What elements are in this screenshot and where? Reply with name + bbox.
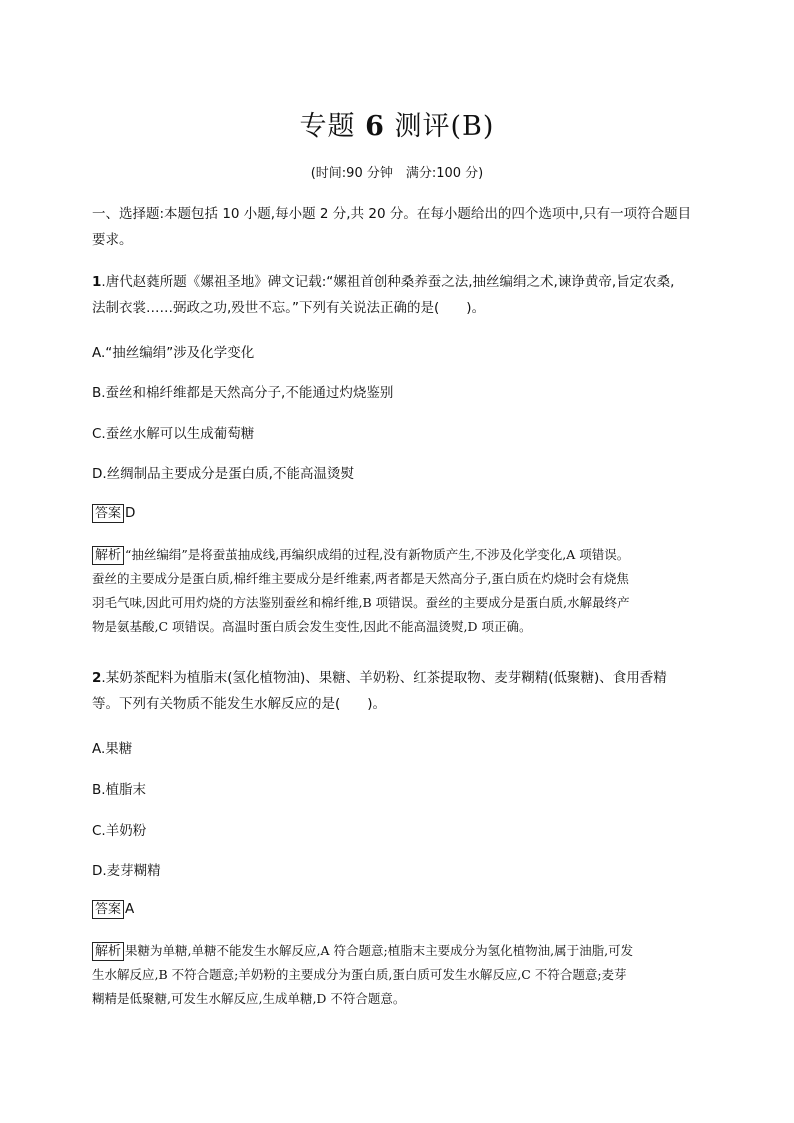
question-1-stem-line1: .唐代赵蕤所题《嫘祖圣地》碑文记载:“嫘祖首创种桑养蚕之法,抽丝编绢之术,谏诤黄帝,旨定农桑, <box>101 274 675 290</box>
analysis-tag: 解析 <box>92 546 124 565</box>
question-1-option-c: C.蚕丝水解可以生成葡萄糖 <box>92 426 255 442</box>
question-1-option-d: D.丝绸制品主要成分是蛋白质,不能高温烫熨 <box>92 466 354 482</box>
question-1-analysis-line2: 蚕丝的主要成分是蛋白质,棉纤维主要成分是纤维素,两者都是天然高分子,蛋白质在灼烧时会有烧焦 <box>92 571 629 586</box>
question-2-stem-line2: 等。下列有关物质不能发生水解反应的是( )。 <box>92 696 387 712</box>
title-suffix: 测评(B) <box>384 111 495 142</box>
question-2-stem <box>92 665 702 717</box>
question-1-analysis-line3: 羽毛气味,因此可用灼烧的方法鉴别蚕丝和棉纤维,B 项错误。蚕丝的主要成分是蛋白质,水解最终产 <box>92 595 630 610</box>
analysis-tag: 解析 <box>92 942 124 961</box>
question-2-answer-value: A <box>125 901 135 917</box>
question-1-analysis <box>92 543 704 639</box>
question-1-answer <box>92 504 135 523</box>
question-1-stem-line2: 法制衣裳……弼政之功,殁世不忘。”下列有关说法正确的是( )。 <box>92 300 486 316</box>
question-2-option-b: B.植脂末 <box>92 782 147 798</box>
section-heading-line2: 要求。 <box>92 232 133 248</box>
question-2-option-d: D.麦芽糊精 <box>92 863 161 879</box>
question-2-option-c: C.羊奶粉 <box>92 823 147 839</box>
question-1-answer-value: D <box>125 505 136 521</box>
title-prefix: 专题 <box>299 111 366 142</box>
question-2-answer <box>92 900 134 919</box>
question-2-option-a: A.果糖 <box>92 741 133 757</box>
answer-tag: 答案 <box>92 504 124 523</box>
exam-time-score: (时间:90 分钟 满分:100 分) <box>310 166 484 181</box>
question-1-number: 1 <box>92 274 102 290</box>
title-number: 6 <box>365 111 385 142</box>
question-2-stem-line1: .某奶茶配料为植脂末(氢化植物油)、果糖、羊奶粉、红茶提取物、麦芽糊精(低聚糖)、食用香精 <box>101 670 667 686</box>
question-2-analysis-line2: 生水解反应,B 不符合题意;羊奶粉的主要成分为蛋白质,蛋白质可发生水解反应,C 不符合题意;麦芽 <box>92 967 627 982</box>
question-1-analysis-line4: 物是氨基酸,C 项错误。高温时蛋白质会发生变性,因此不能高温烫熨,D 项正确。 <box>92 619 532 634</box>
section-heading-line1: 一、选择题:本题包括 10 小题,每小题 2 分,共 20 分。在每小题给出的四个选项中,只有一项符合题目 <box>92 206 692 222</box>
question-1-option-a: A.“抽丝编绢”涉及化学变化 <box>92 345 255 361</box>
question-1-analysis-line1: “抽丝编绢”是将蚕茧抽成线,再编织成绢的过程,没有新物质产生,不涉及化学变化,A 项错误。 <box>125 547 630 562</box>
question-1-stem <box>92 269 702 321</box>
answer-tag: 答案 <box>92 900 124 919</box>
question-2-number: 2 <box>92 670 102 686</box>
question-2-analysis-line1: 果糖为单糖,单糖不能发生水解反应,A 符合题意;植脂末主要成分为氢化植物油,属于油脂,可发 <box>125 943 634 958</box>
page-title <box>0 104 794 143</box>
section-heading <box>92 201 702 253</box>
question-2-analysis-line3: 糊精是低聚糖,可发生水解反应,生成单糖,D 不符合题意。 <box>92 991 406 1006</box>
question-1-option-b: B.蚕丝和棉纤维都是天然高分子,不能通过灼烧鉴别 <box>92 385 394 401</box>
question-2-analysis <box>92 939 704 1011</box>
